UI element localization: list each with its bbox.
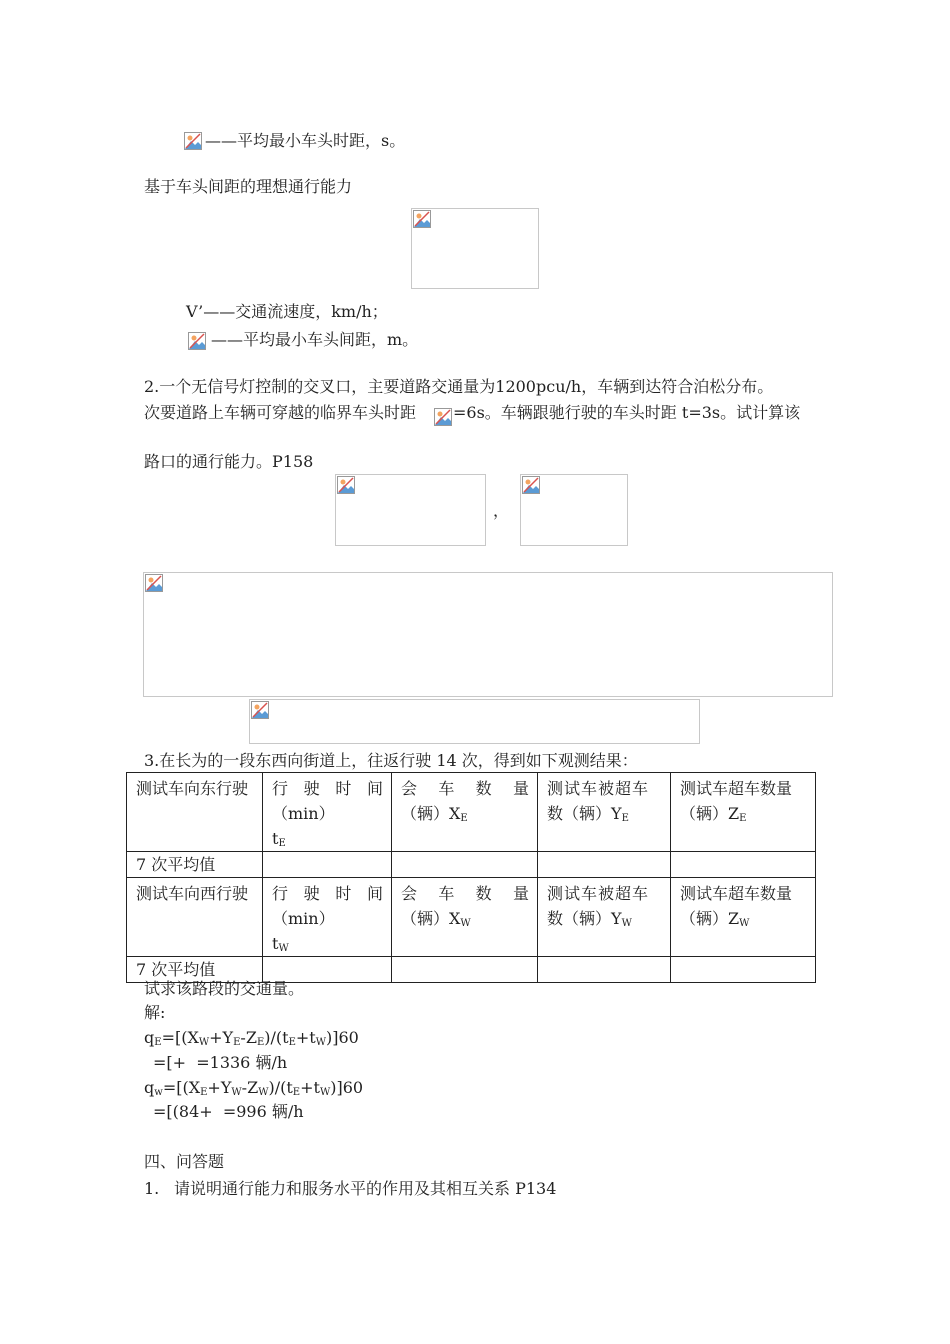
broken-image-icon	[434, 408, 452, 426]
overtake-header-cell: 测试车超车数量 （辆）$Z_E$	[671, 773, 816, 852]
time-header-cell: 行 驶 时 间 （min） $t_W$	[263, 878, 392, 957]
broken-image-icon	[522, 476, 540, 494]
formula-image-q2-solution	[143, 572, 833, 697]
avg-label-cell: 7 次平均值	[127, 852, 263, 878]
qw-result: =[(84+ =996 辆/h	[153, 1102, 304, 1121]
observation-table	[126, 772, 816, 983]
qe-formula: $q_E=[(X_W+Y_E-Z_E)/(t_E+t_W)]60$	[144, 1028, 359, 1048]
passed-header-cell: 测试车被超车 数（辆）$Y_E$	[538, 773, 671, 852]
broken-image-icon	[251, 701, 269, 719]
qe-result: =[+ =1336 辆/h	[153, 1053, 288, 1072]
broken-image-icon	[413, 210, 431, 228]
meet-header-cell: 会 车 数 量 （辆）$X_W$	[392, 878, 538, 957]
q2-line2b: =6s。车辆跟驰行驶的车头时距 t=3s。试计算该	[453, 403, 801, 422]
formula-image-space-headway	[187, 331, 211, 363]
section4-item1-text: 请说明通行能力和服务水平的作用及其相互关系 P134	[174, 1179, 557, 1198]
formula-image-time-headway	[183, 131, 205, 163]
capacity-by-spacing-heading: 基于车头间距的理想通行能力	[144, 177, 353, 196]
empty-cell	[392, 957, 538, 983]
q3-ask: 试求该路段的交通量。	[144, 979, 305, 998]
empty-cell	[392, 852, 538, 878]
qw-formula: $q_w=[(X_E+Y_W-Z_W)/(t_E+t_W)]60$	[144, 1078, 364, 1098]
formula-image-critical-gap	[433, 407, 453, 437]
time-header-cell: 行 驶 时 间 （min） $t_E$	[263, 773, 392, 852]
overtake-header-cell: 测试车超车数量 （辆）$Z_W$	[671, 878, 816, 957]
q2-line3: 路口的通行能力。P158	[144, 452, 314, 471]
empty-cell	[538, 852, 671, 878]
section4-title: 四、问答题	[144, 1152, 225, 1171]
q2-line2a: 次要道路上车辆可穿越的临界车头时距	[144, 403, 417, 422]
empty-cell	[671, 957, 816, 983]
def-time-headway: ——平均最小车头时距，s。	[205, 131, 406, 150]
empty-cell	[538, 957, 671, 983]
formula-image-capacity	[411, 208, 539, 289]
def-speed: V’——交通流速度，km/h；	[186, 302, 388, 321]
table-row	[127, 878, 816, 957]
q3-intro: 3.在长为的一段东西向街道上，往返行驶 14 次，得到如下观测结果：	[144, 751, 638, 770]
west-label-cell: 测试车向西行驶	[127, 878, 263, 957]
formula-image-q2-result	[249, 699, 700, 744]
formula-image-q2-a	[335, 474, 486, 546]
empty-cell	[671, 852, 816, 878]
q2-line1: 2.一个无信号灯控制的交叉口，主要道路交通量为1200pcu/h，车辆到达符合泊松分布。	[144, 377, 774, 396]
empty-cell	[263, 852, 392, 878]
solution-label: 解:	[144, 1003, 166, 1022]
broken-image-icon	[184, 132, 202, 150]
meet-header-cell: 会 车 数 量 （辆）$X_E$	[392, 773, 538, 852]
broken-image-icon	[188, 332, 206, 350]
broken-image-icon	[145, 574, 163, 592]
formula-image-q2-b	[520, 474, 628, 546]
section4-item1-num: 1.	[144, 1179, 160, 1198]
q2-comma: ，	[493, 501, 510, 520]
table-row	[127, 852, 816, 878]
east-label-cell: 测试车向东行驶	[127, 773, 263, 852]
def-space-headway: ——平均最小车头间距，m。	[211, 330, 419, 349]
table-row	[127, 773, 816, 852]
passed-header-cell: 测试车被超车 数（辆）$Y_W$	[538, 878, 671, 957]
broken-image-icon	[337, 476, 355, 494]
avg-label-cell: 7 次平均值	[127, 957, 263, 983]
